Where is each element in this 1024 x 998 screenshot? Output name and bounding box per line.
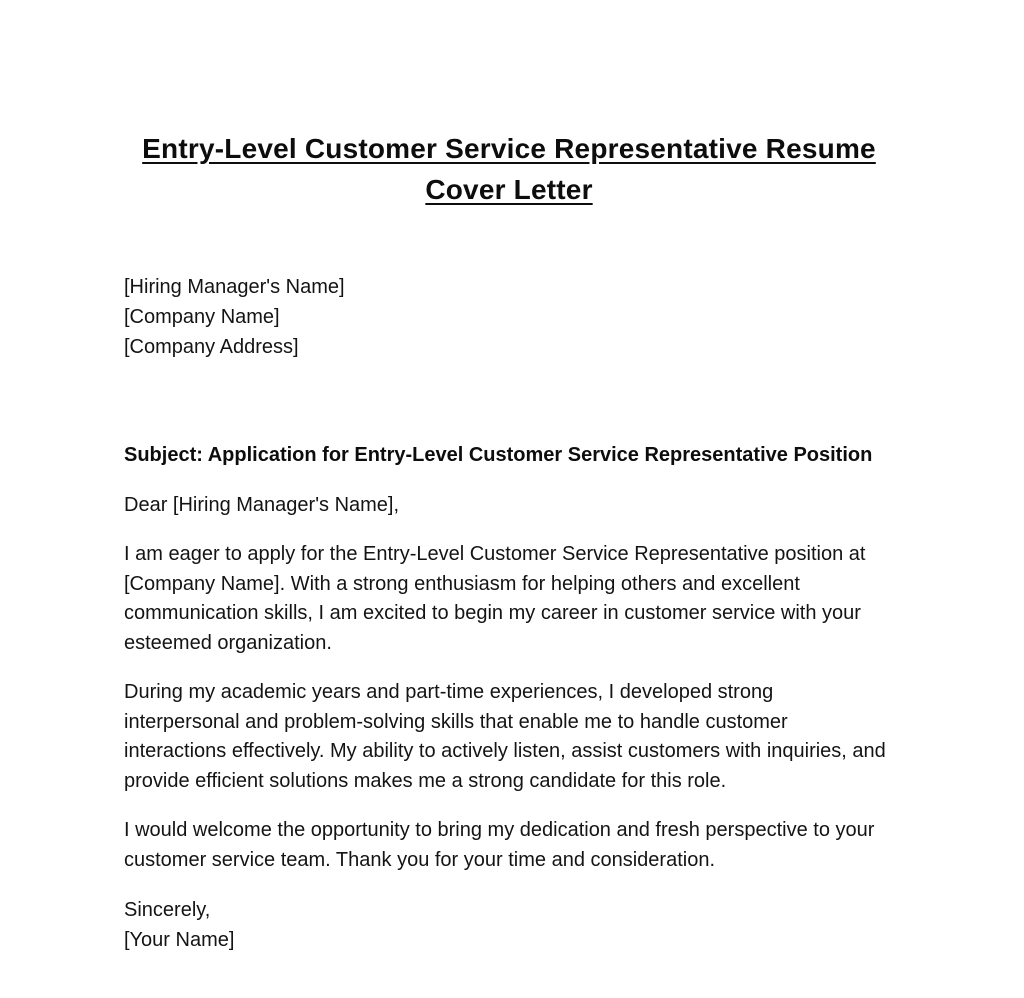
- closing-block: [124, 895, 894, 955]
- document-title: Entry-Level Customer Service Representative Resume Cover Letter: [142, 133, 876, 205]
- recipient-block: [124, 272, 894, 362]
- body-paragraph-2: During my academic years and part-time experiences, I developed strong interpersonal and problem-solving skills that enable me to handle customer interactions effectively. My ability to actively listen, assist customers with inquiries, and provide efficient solutions makes me a strong candidate for this role.: [124, 681, 886, 792]
- closing-text: Sincerely,: [124, 899, 211, 921]
- recipient-company-address: [Company Address]: [124, 336, 299, 358]
- body-paragraph-1: I am eager to apply for the Entry-Level Customer Service Representative position at [Company Name]. With a strong enthusiasm for helping others and excellent communication skills, I am excited to begin my career in customer service with your esteemed organization.: [124, 543, 866, 654]
- subject-line: Subject: Application for Entry-Level Customer Service Representative Position: [124, 444, 873, 466]
- signature-placeholder: [Your Name]: [124, 929, 235, 951]
- salutation: Dear [Hiring Manager's Name],: [124, 494, 400, 516]
- letter-content: [124, 0, 894, 955]
- recipient-hiring-manager-name: [Hiring Manager's Name]: [124, 276, 345, 298]
- recipient-company-name: [Company Name]: [124, 306, 280, 328]
- body-paragraph-3: I would welcome the opportunity to bring my dedication and fresh perspective to your customer service team. Thank you for your time and consideration.: [124, 819, 875, 871]
